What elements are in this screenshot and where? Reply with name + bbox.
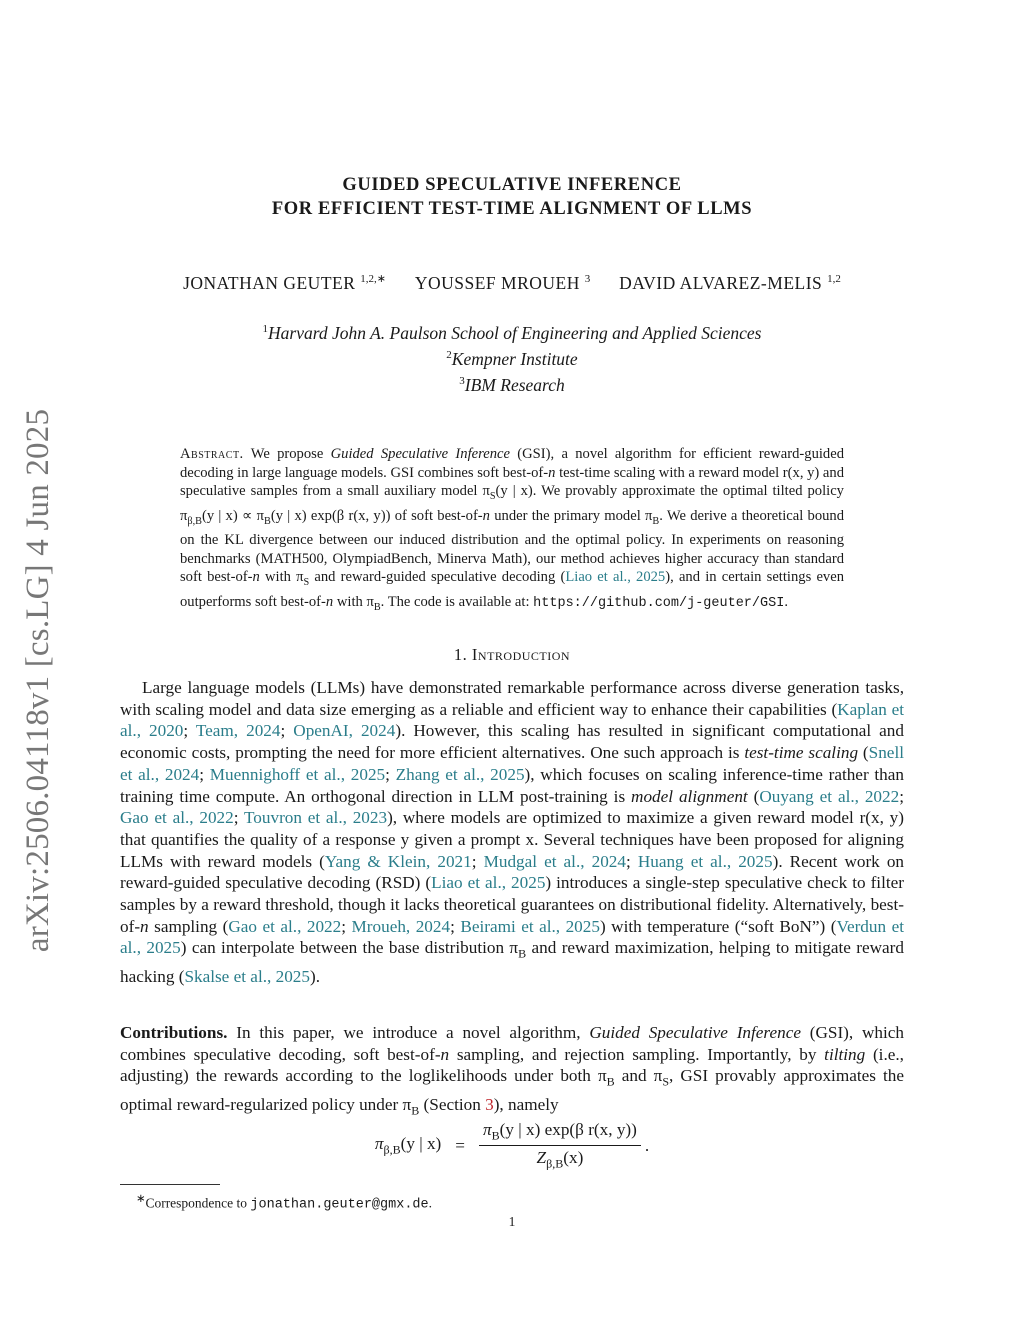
math-n: n	[252, 569, 260, 586]
body-text: ;	[450, 916, 461, 936]
section-title: Introduction	[471, 645, 571, 664]
body-text: ) introduces a single-step speculative check to filter samples by a reward threshold, though it lacks theoretical guarantees on distributional fidelity. Alternatively, best-of-	[120, 873, 904, 936]
section-number: 1.	[453, 645, 468, 664]
body-text: ) can interpolate between the base distribution π	[180, 938, 519, 958]
affil-name: Harvard John A. Paulson School of Engineering and Applied Sciences	[268, 322, 762, 343]
intro-paragraph	[120, 677, 904, 987]
footnote-mark: ∗	[136, 1193, 146, 1205]
math-n: n	[140, 916, 149, 936]
math-sub: S	[303, 577, 310, 589]
affil-name: Kempner Institute	[451, 348, 578, 369]
eq-sub: β,B	[546, 1156, 564, 1171]
math-sub: B	[606, 1074, 615, 1089]
body-text: ;	[183, 721, 196, 741]
footnote-email[interactable]: jonathan.geuter@gmx.de	[250, 1197, 429, 1213]
section-ref-link[interactable]: 3	[485, 1094, 494, 1114]
author-name: JONATHAN GEUTER	[183, 272, 356, 293]
math-sub: B	[411, 1102, 420, 1117]
math-n: n	[325, 593, 334, 610]
affil-name: IBM Research	[464, 374, 565, 395]
abstract-text: test-time scaling with a reward model r(x, y) and speculative samples from a small auxiliary model π	[180, 464, 845, 500]
denominator	[537, 1146, 584, 1171]
affil-mark: 2	[446, 348, 452, 361]
numerator	[479, 1120, 641, 1146]
citation-link[interactable]: Skalse et al., 2025	[184, 966, 310, 986]
math-sub: S	[662, 1074, 670, 1089]
citation-link[interactable]: Muennighoff et al., 2025	[209, 764, 386, 784]
citation-link[interactable]: Snell et al., 2024	[120, 743, 904, 784]
page-number: 1	[508, 1214, 516, 1229]
body-text: (GSI), which combines speculative decoding, soft best-of-	[120, 1023, 904, 1064]
author-list	[0, 272, 1024, 294]
footnote	[136, 1192, 432, 1213]
eq-args: (y | x)	[400, 1134, 442, 1154]
arxiv-sidebar-stamp	[14, 385, 64, 975]
math-n: n	[548, 464, 556, 481]
author-name: DAVID ALVAREZ-MELIS	[619, 272, 823, 293]
citation-link[interactable]: Team, 2024	[195, 721, 281, 741]
body-text: and reward maximization, helping to mitigate reward hacking (	[120, 938, 904, 986]
citation-link[interactable]: Huang et al., 2025	[637, 851, 773, 871]
body-text: ;	[233, 808, 244, 828]
affiliation	[0, 318, 1024, 344]
eq-symbol: π	[482, 1120, 492, 1139]
abstract-label: Abstract.	[180, 446, 244, 462]
body-text: ). However, this scaling has resulted in significant computational and economic costs, prompting the need for more efficient alternatives. One such approach is	[120, 721, 904, 763]
body-text: In this paper, we introduce a novel algorithm,	[227, 1023, 590, 1042]
math-sub: B	[518, 946, 527, 961]
body-text: sampling (	[148, 916, 229, 936]
abstract-text: with π	[333, 593, 374, 610]
body-text: ). Recent work on reward-guided speculative decoding (RSD) (	[120, 851, 905, 893]
abstract-text: and reward-guided speculative decoding (	[309, 569, 566, 586]
body-text-italic: tilting	[824, 1044, 866, 1064]
abstract-text: (GSI), a novel algorithm for efficient reward-guided decoding in large language models. GSI combines soft best-of-	[180, 446, 845, 481]
eq-args: (x)	[563, 1148, 584, 1168]
author-name: YOUSSEF MROUEH	[414, 272, 580, 293]
author-affil-mark: 1,2	[827, 273, 841, 285]
abstract-text: Guided Speculative Inference	[330, 446, 510, 462]
equation-lhs	[375, 1134, 441, 1157]
body-text: ;	[899, 786, 904, 806]
body-text-italic: Guided Speculative Inference	[589, 1023, 801, 1042]
abstract-text: . The code is available at:	[380, 593, 534, 610]
body-text-italic: test-time scaling	[744, 743, 859, 763]
eq-symbol: Z	[536, 1148, 547, 1168]
body-text: ;	[199, 764, 210, 784]
author-affil-mark: 1,2,∗	[360, 273, 386, 285]
body-text: Large language models (LLMs) have demonstrated remarkable performance across diverse generation tasks, with scaling model and data size emerging as a reliable and efficient way to enhance their capabilities (	[120, 678, 904, 719]
abstract-text: (y | x). We provably approximate the optimal tilted policy π	[180, 483, 844, 524]
math-sub: B	[373, 601, 381, 613]
citation-link[interactable]: Zhang et al., 2025	[395, 764, 525, 784]
body-text: ;	[625, 851, 638, 871]
abstract-text: under the primary model π	[489, 507, 653, 524]
body-text: (Section	[419, 1094, 486, 1114]
citation-link[interactable]: Mudgal et al., 2024	[483, 851, 626, 871]
author	[415, 273, 590, 293]
footnote-text: .	[428, 1195, 433, 1211]
body-text: (	[858, 743, 869, 763]
body-text: ), which focuses on scaling inference-time rather than training time compute. An orthogonal direction in LLM post-training is	[120, 764, 904, 806]
display-equation	[0, 1120, 1024, 1172]
citation-link[interactable]: Yang & Klein, 2021	[324, 851, 472, 871]
body-text: ).	[309, 966, 321, 986]
author-affil-mark: 3	[584, 273, 591, 285]
math-n: n	[482, 507, 490, 524]
eq-symbol: π	[374, 1134, 384, 1154]
body-text: sampling, and rejection sampling. Importantly, by	[449, 1044, 825, 1064]
body-text: ) with temperature (“soft BoN”) (	[599, 916, 837, 936]
title-line-2: FOR EFFICIENT TEST-TIME ALIGNMENT OF LLMS	[271, 199, 753, 219]
abstract-text: . We derive a theoretical bound on the KL divergence between our induced distribution and the optimal policy. In experiments on reasoning benchmarks (MATH500, OlympiadBench, Minerva Math), our method achieves higher accuracy than standard soft best-of-	[180, 507, 845, 586]
affil-mark: 1	[262, 323, 268, 335]
math-sub: B	[652, 515, 660, 527]
section-heading	[0, 645, 1024, 665]
body-text: (	[747, 786, 760, 806]
body-text: ;	[471, 851, 484, 871]
body-text: ), where models are optimized to maximize a given reward model r(x, y) that quantifies the quality of a response y given a prompt x. Several techniques have been proposed for aligning LLMs with reward models (	[120, 808, 904, 871]
author	[183, 273, 386, 293]
math-sub: B	[264, 515, 271, 527]
abstract-text: We propose	[243, 446, 331, 462]
body-text: , GSI provably approximates the optimal reward-regularized policy under π	[120, 1066, 904, 1114]
citation-link[interactable]: Touvron et al., 2023	[243, 808, 388, 828]
abstract-text: (y | x) ∝ π	[201, 507, 265, 524]
eq-args: (y | x) exp(β r(x, y))	[499, 1120, 637, 1139]
body-text: and π	[614, 1066, 663, 1086]
citation-link[interactable]: Beirami et al., 2025	[460, 916, 600, 936]
eq-sub: B	[491, 1128, 500, 1143]
citation-link[interactable]: Ouyang et al., 2022	[759, 786, 900, 806]
eq-period: .	[644, 1135, 650, 1155]
citation-link[interactable]: OpenAI, 2024	[293, 721, 396, 741]
math-sub: S	[489, 491, 496, 503]
math-n: n	[440, 1044, 450, 1064]
citation-link[interactable]: Verdun et al., 2025	[120, 916, 904, 958]
arxiv-id: arXiv:2506.04118v1 [cs.LG] 4 Jun 2025	[20, 408, 57, 952]
equals-sign: =	[455, 1135, 465, 1155]
citation-link[interactable]: Gao et al., 2022	[120, 808, 234, 828]
math-sub: β,B	[187, 515, 202, 527]
body-text: (i.e., adjusting) the rewards according to the loglikelihoods under both π	[120, 1044, 904, 1086]
body-text: ;	[385, 764, 396, 784]
abstract-text: with π	[259, 569, 304, 586]
affiliation	[0, 344, 1024, 370]
paper-title	[0, 173, 1024, 221]
citation-link[interactable]: Liao et al., 2025	[431, 873, 546, 893]
paragraph-label: Contributions.	[120, 1023, 228, 1042]
footnote-rule	[120, 1184, 220, 1185]
abstract	[180, 445, 844, 617]
body-text: ), namely	[493, 1094, 559, 1114]
abstract-text: (y | x) exp(β r(x, y)) of soft best-of-	[270, 507, 483, 524]
citation-link[interactable]: Kaplan et al., 2020	[120, 699, 904, 741]
citation-link[interactable]: Liao et al., 2025	[565, 569, 666, 586]
equation-fraction	[479, 1120, 641, 1172]
citation-link[interactable]: Gao et al., 2022	[228, 916, 342, 936]
author	[619, 273, 841, 293]
affiliations	[0, 318, 1024, 395]
eq-sub: β,B	[383, 1142, 401, 1157]
abstract-text: .	[784, 593, 788, 610]
affiliation	[0, 370, 1024, 396]
citation-link[interactable]: Mroueh, 2024	[351, 916, 451, 936]
title-line-1: GUIDED SPECULATIVE INFERENCE	[342, 175, 682, 195]
contributions-paragraph	[120, 1022, 904, 1122]
code-url[interactable]: https://github.com/j-geuter/GSI	[533, 595, 785, 611]
affil-mark: 3	[459, 374, 465, 387]
body-text: ;	[280, 721, 294, 741]
body-text: ;	[341, 916, 352, 936]
body-text-italic: model alignment	[631, 786, 748, 806]
footnote-text: Correspondence to	[145, 1195, 251, 1211]
abstract-text: ), and in certain settings even outperforms soft best-of-	[180, 569, 844, 610]
